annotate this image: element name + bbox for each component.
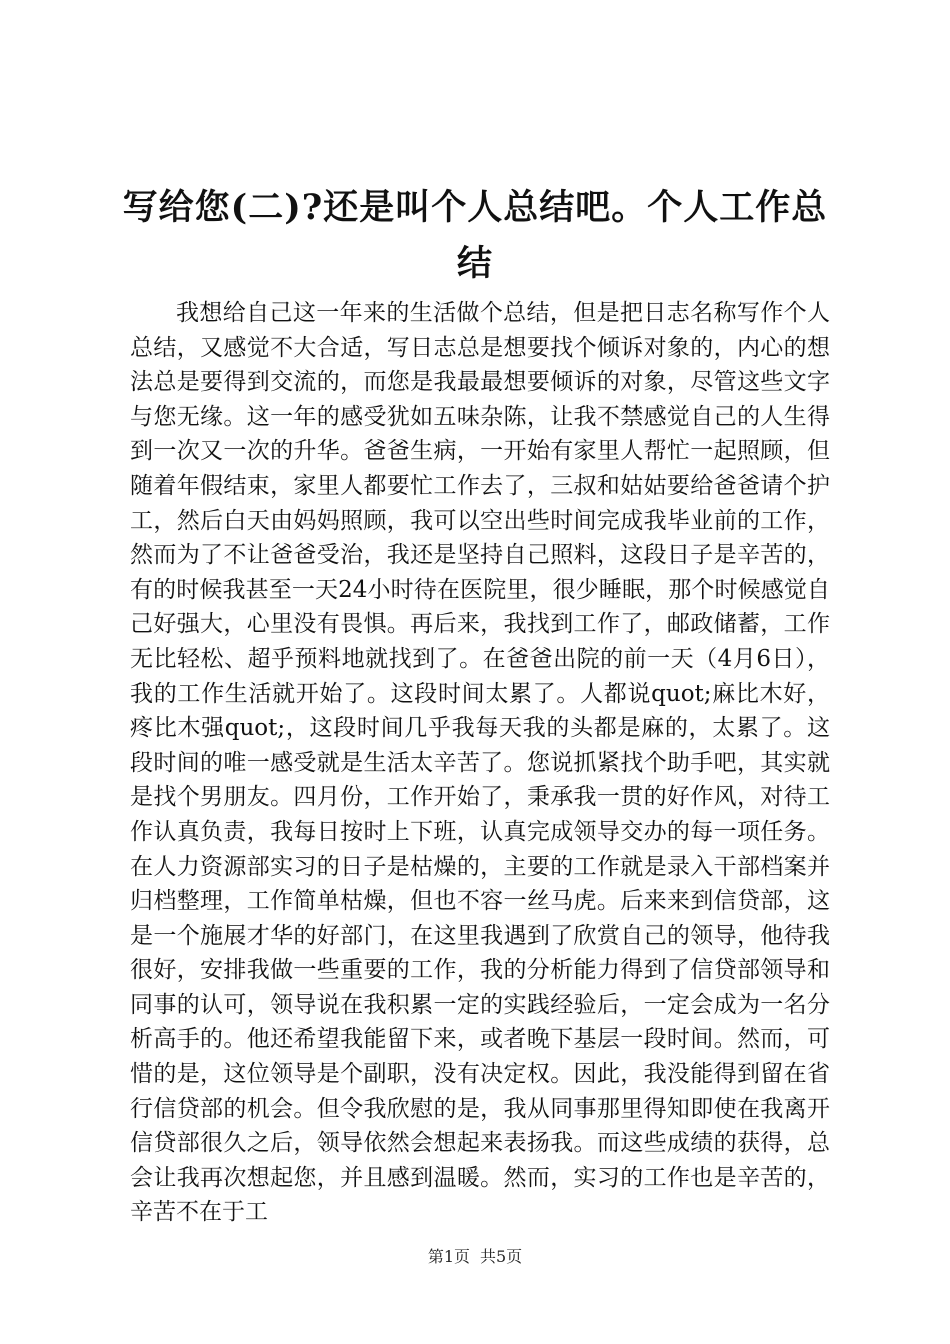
page-number-current: 第1页 bbox=[427, 1247, 470, 1266]
page-number-total: 共5页 bbox=[480, 1247, 523, 1266]
document-body-paragraph: 我想给自己这一年来的生活做个总结，但是把日志名称写作个人总结，又感觉不大合适，写日志总是想要找个倾诉对象的，内心的想法总是要得到交流的，而您是我最最想要倾诉的对象，尽管这些文字与您无缘。这一年的感受犹如五味杂陈，让我不禁感觉自己的人生得到一次又一次的升华。爸爸生病，一开始有家里人帮忙一起照顾，但随着年假结束，家里人都要忙工作去了，三叔和姑姑要给爸爸请个护工，然后白天由妈妈照顾，我可以空出些时间完成我毕业前的工作，然而为了不让爸爸受治，我还是坚持自己照料，这段日子是辛苦的，有的时候我甚至一天24小时待在医院里，很少睡眠，那个时候感觉自己好强大，心里没有畏惧。再后来，我找到工作了，邮政储蓄，工作无比轻松、超乎预料地就找到了。在爸爸出院的前一天（4月6日），我的工作生活就开始了。这段时间太累了。人都说quot;麻比木好，疼比木强quot;，这段时间几乎我每天我的头都是麻的，太累了。这段时间的唯一感受就是生活太辛苦了。您说抓紧找个助手吧，其实就是找个男朋友。四月份，工作开始了，秉承我一贯的好作风，对待工作认真负责，我每日按时上下班，认真完成领导交办的每一项任务。在人力资源部实习的日子是枯燥的，主要的工作就是录入干部档案并归档整理，工作简单枯燥，但也不容一丝马虎。后来来到信贷部，这是一个施展才华的好部门，在这里我遇到了欣赏自己的领导，他待我很好，安排我做一些重要的工作，我的分析能力得到了信贷部领导和同事的认可，领导说在我积累一定的实践经验后，一定会成为一名分析高手的。他还希望我能留下来，或者晚下基层一段时间。然而，可惜的是，这位领导是个副职，没有决定权。因此，我没能得到留在省行信贷部的机会。但令我欣慰的是，我从同事那里得知即使在我离开信贷部很久之后，领导依然会想起来表扬我。而这些成绩的获得，总会让我再次想起您，并且感到温暖。然而，实习的工作也是辛苦的，辛苦不在于工 bbox=[130, 300, 830, 1226]
document-title: 写给您(二)?还是叫个人总结吧。个人工作总结 bbox=[122, 187, 828, 284]
page-footer bbox=[0, 1244, 950, 1267]
